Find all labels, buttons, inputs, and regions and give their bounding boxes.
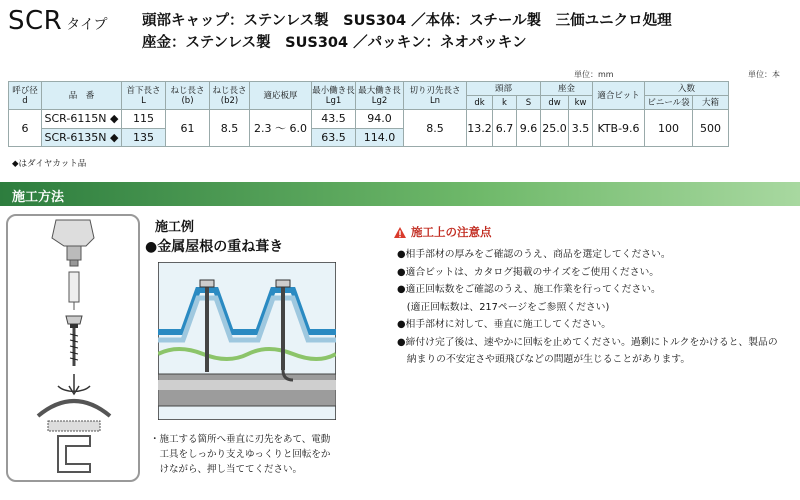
- warning-list: [397, 246, 778, 369]
- col-plate: 適応板厚: [250, 82, 312, 110]
- warning-title: 施工上の注意点: [411, 225, 492, 239]
- cell-lg1: 63.5: [312, 128, 356, 147]
- unit-mm: 単位：mm: [574, 70, 614, 79]
- table-row: [9, 110, 729, 129]
- col-ln: 切り刃先長さ Ln: [404, 82, 467, 110]
- col-k: k: [493, 96, 517, 110]
- cell-dk: 13.2: [467, 110, 493, 147]
- installation-instructions: ・施工する箇所へ垂直に刃先をあて、電動 工具をしっかり支えゆっくりと回転をか けながら、押し当ててください。: [150, 434, 331, 475]
- example-subtitle: ●金属屋根の重ね葺き: [145, 239, 284, 255]
- cell-dw: 25.0: [541, 110, 569, 147]
- screw-installation-illustration: [8, 216, 138, 480]
- col-part: 品 番: [42, 82, 122, 110]
- tool-illustration-box: [6, 214, 140, 482]
- list-item: ●適合ビットは、カタログ掲載のサイズをご使用ください。: [397, 266, 660, 278]
- cell-kw: 3.5: [569, 110, 593, 147]
- material-line-1: 頭部キャップ：ステンレス製 SUS304 ／本体：スチール製 三価ユニクロ処理: [142, 13, 672, 29]
- title-row: [8, 6, 108, 36]
- col-d: 呼び径 d: [9, 82, 42, 110]
- col-lg2: 最大働き長 Lg2: [356, 82, 404, 110]
- cell-bag: 100: [645, 110, 693, 147]
- col-b2: ねじ長さ (b2): [210, 82, 250, 110]
- diamond-note: ◆はダイヤカット品: [12, 159, 87, 169]
- cell-part: SCR-6135N ◆: [42, 128, 122, 147]
- cell-l: 135: [122, 128, 166, 147]
- list-item: 納まりの不安定さや頭飛びなどの問題が生じることがあります。: [397, 354, 691, 365]
- col-s: S: [517, 96, 541, 110]
- col-dw: dw: [541, 96, 569, 110]
- col-head-group: 頭部: [467, 82, 541, 96]
- model-name: SCR: [8, 6, 63, 36]
- type-label: タイプ: [66, 17, 108, 33]
- col-lg1: 最小働き長 Lg1: [312, 82, 356, 110]
- roof-overlap-diagram: [158, 262, 336, 420]
- col-b: ねじ長さ (b): [166, 82, 210, 110]
- col-l: 首下長さ L: [122, 82, 166, 110]
- cell-b2: 8.5: [210, 110, 250, 147]
- cell-s: 9.6: [517, 110, 541, 147]
- col-dk: dk: [467, 96, 493, 110]
- cell-k: 6.7: [493, 110, 517, 147]
- list-item: ●相手部材の厚みをご確認のうえ、商品を選定してください。: [397, 249, 671, 260]
- cell-lg1: 43.5: [312, 110, 356, 129]
- cell-ln: 8.5: [404, 110, 467, 147]
- col-washer-group: 座金: [541, 82, 593, 96]
- unit-pieces: 単位：本: [748, 70, 780, 79]
- cell-lg2: 94.0: [356, 110, 404, 129]
- cell-box: 500: [693, 110, 729, 147]
- cell-part: SCR-6115N ◆: [42, 110, 122, 129]
- warning-heading: [393, 224, 492, 240]
- cell-lg2: 114.0: [356, 128, 404, 147]
- list-item: (適正回転数は、217ページをご参照ください): [397, 301, 610, 313]
- cell-plate: 2.3 ～ 6.0: [250, 110, 312, 147]
- section-bar: [0, 182, 800, 206]
- list-item: ●相手部材に対して、垂直に施工してください。: [397, 319, 612, 330]
- list-item: ●締付け完了後は、速やかに回転を止めてください。過剰にトルクをかけると、製品の: [397, 336, 778, 348]
- col-qty-group: 入数: [645, 82, 729, 96]
- cell-d: 6: [9, 110, 42, 147]
- warning-triangle-icon: [393, 226, 407, 239]
- col-box: 大箱: [693, 96, 729, 110]
- material-spec: [142, 10, 672, 54]
- cell-l: 115: [122, 110, 166, 129]
- material-line-2: 座金：ステンレス製 SUS304 ／パッキン：ネオパッキン: [142, 35, 527, 51]
- list-item: ●適正回転数をご確認のうえ、施工作業を行ってください。: [397, 284, 661, 295]
- table-header-row-1: [9, 82, 729, 96]
- example-heading: 施工例: [155, 220, 195, 235]
- cell-b: 61: [166, 110, 210, 147]
- cell-bit: KTB-9.6: [593, 110, 645, 147]
- section-title: 施工方法: [12, 190, 65, 205]
- col-kw: kw: [569, 96, 593, 110]
- col-bit: 適合ビット: [593, 82, 645, 110]
- col-bag: ビニール袋: [645, 96, 693, 110]
- spec-table: [8, 81, 729, 147]
